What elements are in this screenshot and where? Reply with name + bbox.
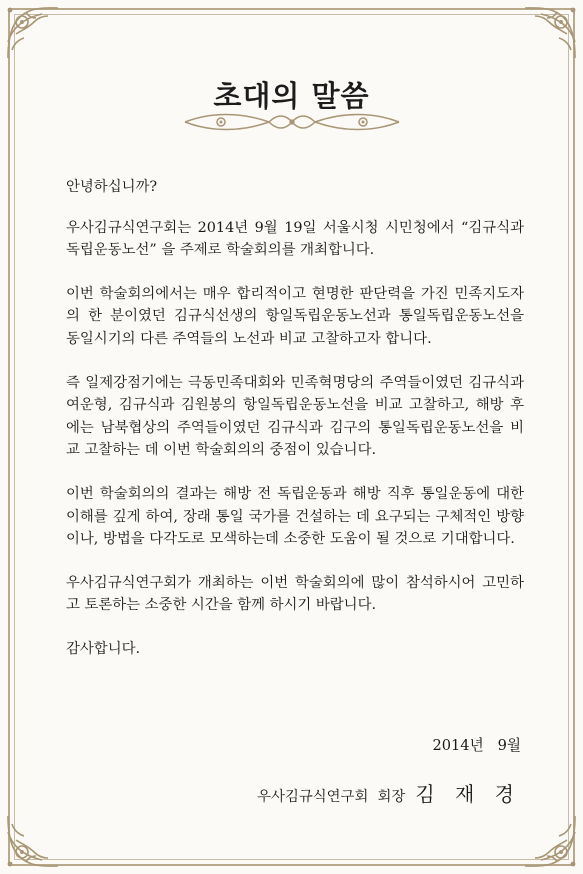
corner-ornament-icon [2, 2, 64, 64]
corner-ornament-icon [519, 810, 581, 872]
date-text: 2014년 9월 [432, 737, 521, 754]
paragraph: 즉 일제강점기에는 극동민족대회와 민족혁명당의 주역들이였던 김규식과 여운형, 김규식과 김원봉의 항일독립운동노선을 비교 고찰하고, 해방 후에는 남북협상의 주역들이였던 김규식과 김구의 통일독립운동노선을 비교 고찰하는 데 이번 학술회의의 중점이 있습니다. [66, 374, 524, 459]
paragraph: 이번 학술회의의 결과는 해방 전 독립운동과 해방 직후 통일운동에 대한 이해를 깊게 하여, 장래 통일 국가를 건설하는 데 요구되는 구체적인 방향이나, 방법을 다각도로 모색하는데 소중한 도움이 될 것으로 기대합니다. [66, 485, 524, 548]
paragraph: 우사김규식연구회가 개최하는 이번 학술회의에 많이 참석하시어 고민하고 토론하는 소중한 시간을 함께 하시기 바랍니다. [66, 574, 524, 614]
paragraph: 우사김규식연구회는 2014년 9월 19일 서울시청 시민청에서 “김규식과 독립운동노선” 을 주제로 학술회의를 개최합니다. [66, 219, 524, 259]
greeting: 안녕하십니까? [66, 179, 158, 195]
paragraph: 이번 학술회의에서는 매우 합리적이고 현명한 판단력을 가진 민족지도자의 한 분이였던 김규식선생의 항일독립운동노선과 통일독립운동노선을 동일시기의 다른 주역들의 노선과 비교 고찰하고자 합니다. [66, 285, 524, 347]
page-title: 초대의 말씀 [213, 79, 370, 113]
corner-ornament-icon [519, 2, 581, 64]
signature-name: 김 재 경 [415, 782, 521, 806]
letter-date [432, 734, 521, 755]
signature-block [257, 778, 521, 807]
title-flourish-icon [181, 110, 403, 134]
corner-ornament-icon [2, 810, 64, 872]
letter-body [66, 176, 524, 682]
signature-org: 우사김규식연구회 회장 [257, 789, 406, 805]
closing: 감사합니다. [66, 640, 141, 657]
